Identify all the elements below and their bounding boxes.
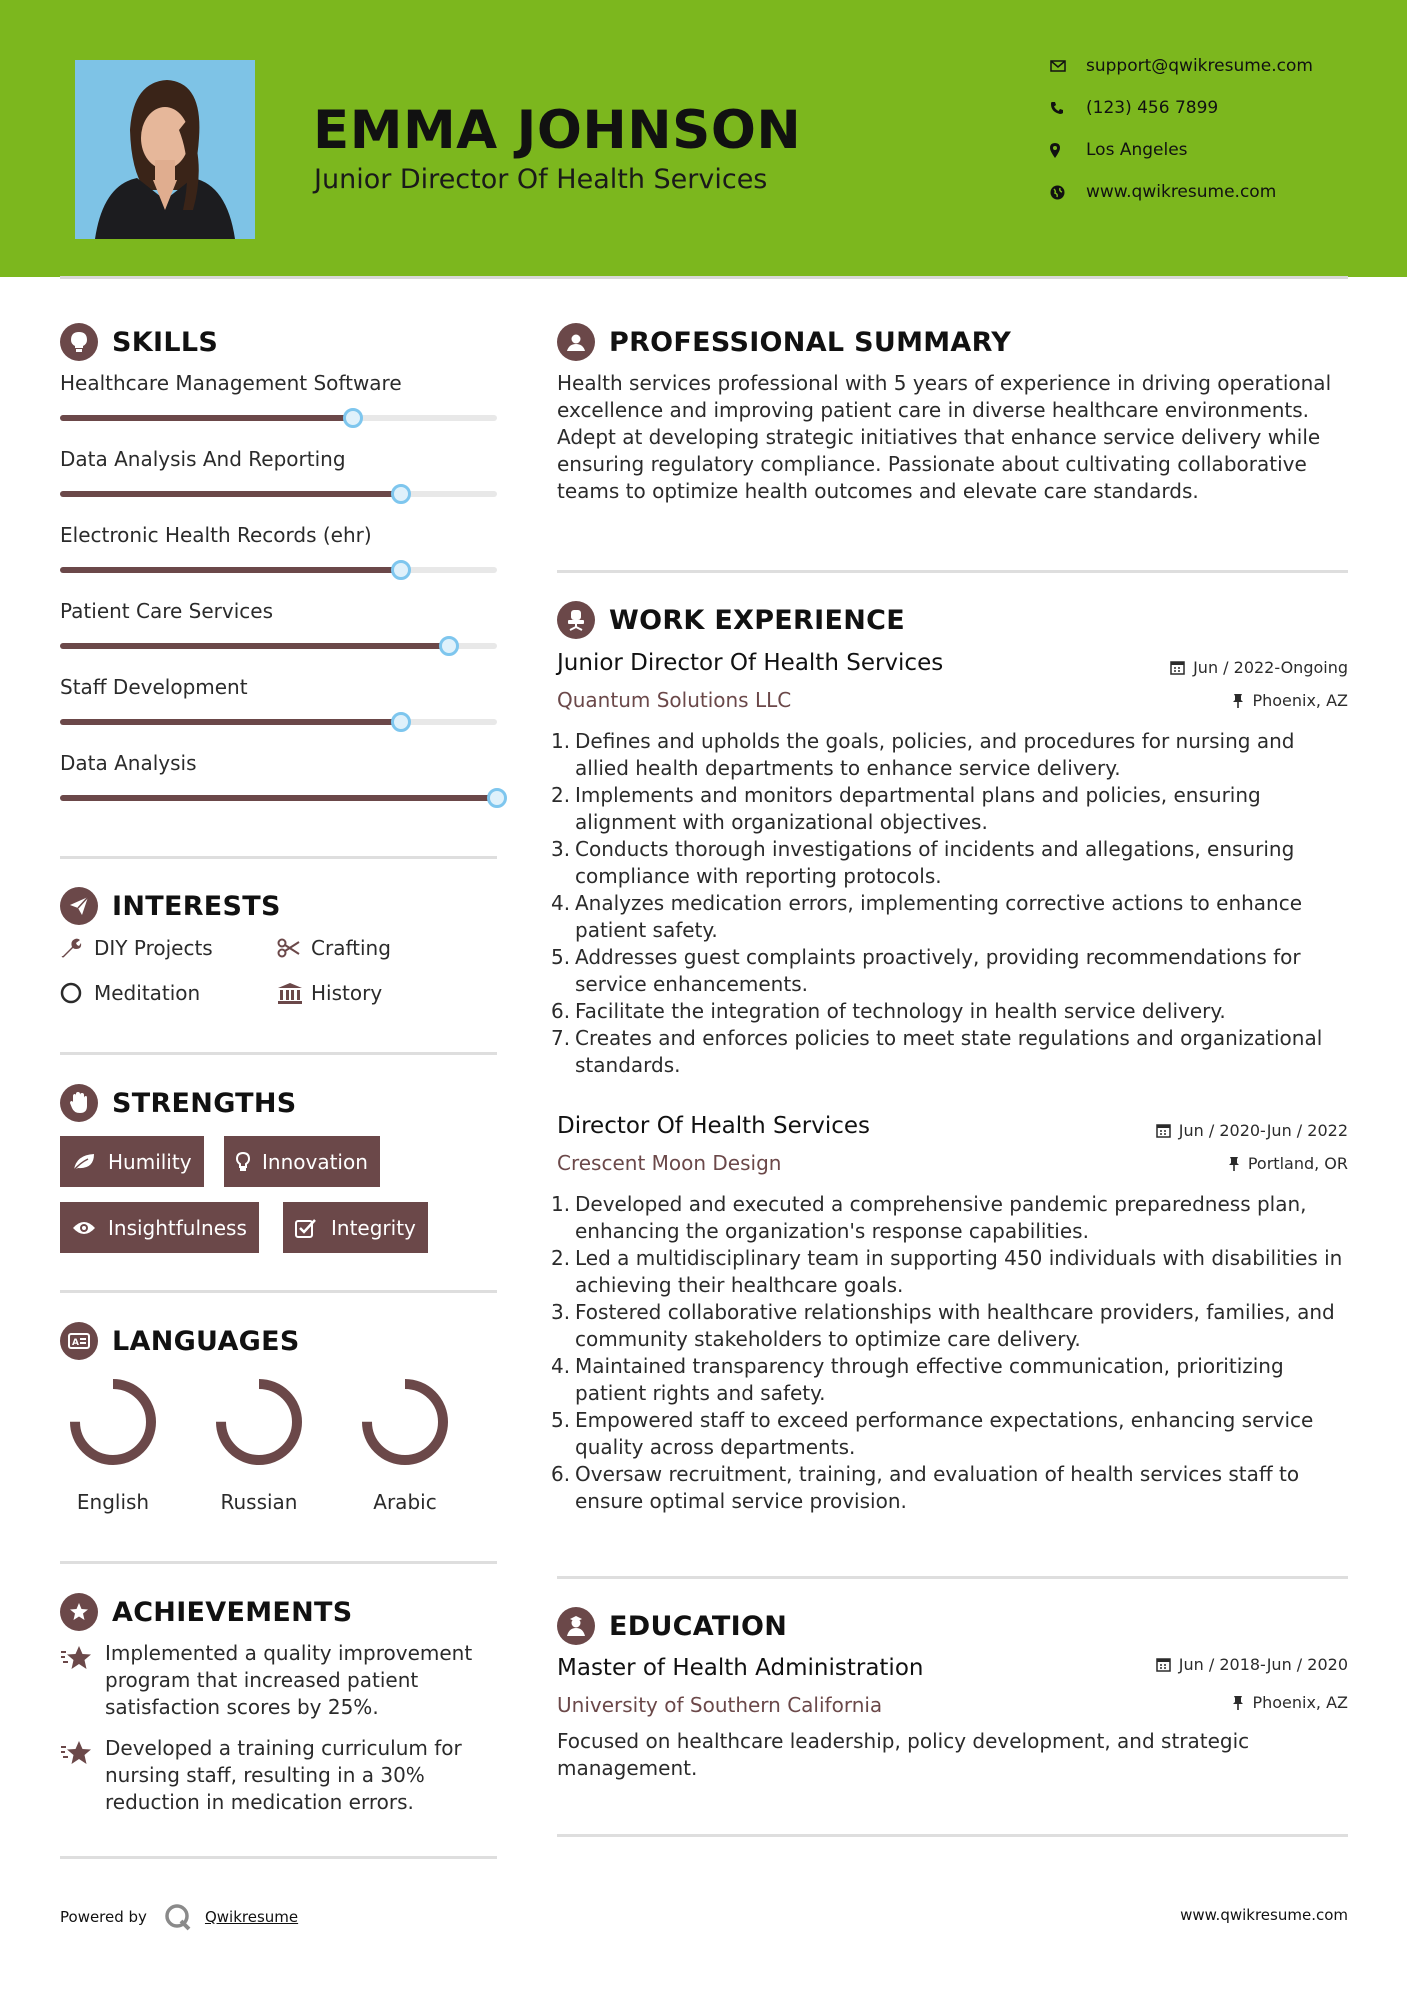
job-bullet: 1. Developed and executed a comprehensive pandemic preparedness plan, enhancing the organization's response capabilities. [551,1192,1307,1243]
skill-name: Electronic Health Records (ehr) [60,523,372,547]
job-dates: Jun / 2022-Ongoing [1170,658,1348,677]
skill-bar-fill [60,567,401,573]
contact-phone[interactable] [1050,98,1218,118]
footer-powered-by: Powered by Qwikresume [60,1902,298,1932]
section-divider [60,1561,497,1564]
job-bullet: 1. Defines and upholds the goals, policies, and procedures for nursing and allied health departments to enhance service delivery. [551,729,1295,780]
graduate-icon [557,1607,595,1645]
experience-heading: WORK EXPERIENCE [557,601,905,639]
pushpin-icon [1228,1156,1240,1171]
job-bullet: 2. Led a multidisciplinary team in supporting 450 individuals with disabilities in achieving their healthcare goals. [551,1246,1343,1297]
interests-heading: INTERESTS [60,887,281,925]
wrench-icon [60,937,94,959]
hand-icon [60,1084,98,1122]
job-company: Quantum Solutions LLC [557,688,792,712]
skill-level-knob [391,560,411,580]
qwikresume-logo-icon [163,1902,193,1932]
contact-phone-text: (123) 456 7899 [1086,98,1219,118]
chair-icon [557,601,595,639]
qwikresume-link[interactable]: Qwikresume [204,1908,299,1926]
globe-icon [1050,185,1086,200]
job-location: Portland, OR [1228,1154,1348,1173]
job-title: Director Of Health Services [557,1113,871,1139]
contact-website[interactable] [1050,182,1276,202]
skill-name: Data Analysis And Reporting [60,447,346,471]
language-name: English [76,1490,150,1514]
candidate-name: EMMA JOHNSON [313,100,802,161]
skill-name: Data Analysis [60,751,197,775]
job-bullet-list [551,728,1347,1079]
summary-text: Health services professional with 5 years of experience in driving operational excellence and improving patient care in diverse healthcare environments. Adept at developing strategic initiatives that enhance service delivery while ensuring regulatory compliance. Passionate about cultivating collaborative teams to optimize health outcomes and elevate care standards. [557,371,1332,503]
star-icon [60,1735,105,1816]
job-bullet: 6. Oversaw recruitment, training, and evaluation of health services staff to ensure optimal service provision. [551,1462,1300,1513]
lightbulb-icon [60,323,98,361]
language-name: Russian [220,1490,298,1514]
contact-email-text: support@qwikresume.com [1086,56,1313,76]
scissors-icon [277,938,311,958]
strength-tag: Insightfulness [60,1202,259,1253]
skill-bar [60,491,497,497]
language-level-ring [209,1372,309,1472]
user-icon [557,323,595,361]
section-divider [557,1834,1348,1837]
degree-title: Master of Health Administration [557,1655,924,1681]
eye-icon [72,1220,108,1236]
skill-bar-fill [60,491,401,497]
job-title: Junior Director Of Health Services [557,650,944,676]
language-card-icon [60,1322,98,1360]
leaf-icon [72,1153,108,1171]
skill-level-knob [439,636,459,656]
skill-bar [60,719,497,725]
skill-bar-fill [60,795,497,801]
job-bullet: 4. Analyzes medication errors, implementing corrective actions to enhance patient safety. [551,891,1303,942]
strength-tag: Integrity [283,1202,428,1253]
skill-bar [60,643,497,649]
calendar-icon [1156,1123,1171,1138]
skill-name: Staff Development [60,675,248,699]
skill-level-knob [343,408,363,428]
paper-plane-icon [60,887,98,925]
envelope-icon [1050,60,1086,72]
skill-bar [60,567,497,573]
checkbox-icon [295,1218,331,1238]
calendar-icon [1170,660,1185,675]
achievement-item: Implemented a quality improvement program that increased patient satisfaction scores by 25%. [60,1640,500,1721]
skill-bar [60,415,497,421]
job-dates: Jun / 2020-Jun / 2022 [1156,1121,1348,1140]
circle-icon [60,982,94,1004]
job-bullet: 3. Fostered collaborative relationships with healthcare providers, families, and community stakeholders to optimize care delivery. [551,1300,1335,1351]
education-location: Phoenix, AZ [1232,1693,1348,1712]
skill-level-knob [391,484,411,504]
job-company: Crescent Moon Design [557,1151,782,1175]
job-bullet-list [551,1191,1347,1515]
section-divider [60,1052,497,1055]
achievement-item: Developed a training curriculum for nursing staff, resulting in a 30% reduction in medication errors. [60,1735,500,1816]
language-name: Arabic [373,1490,437,1514]
skills-heading: SKILLS [60,323,218,361]
interest-item: Crafting [277,936,391,960]
contact-location-text: Los Angeles [1086,140,1188,160]
svg-text:A: A [72,1338,80,1348]
job-location: Phoenix, AZ [1232,691,1348,710]
job-bullet: 2. Implements and monitors departmental plans and policies, ensuring alignment with organizational objectives. [551,783,1261,834]
section-divider [60,1290,497,1293]
calendar-icon [1156,1657,1171,1672]
star-icon [60,1640,105,1721]
strength-tag: Humility [60,1136,204,1187]
summary-heading: PROFESSIONAL SUMMARY [557,323,1011,361]
interest-item: DIY Projects [60,936,213,960]
strengths-heading: STRENGTHS [60,1084,297,1122]
lightbulb-icon [236,1152,262,1172]
skill-name: Patient Care Services [60,599,273,623]
skill-bar-fill [60,719,401,725]
education-dates: Jun / 2018-Jun / 2020 [1156,1655,1348,1674]
footer-website[interactable]: www.qwikresume.com [1180,1906,1348,1924]
job-bullet: 3. Conducts thorough investigations of incidents and allegations, ensuring compliance with reporting protocols. [551,837,1295,888]
education-text: Focused on healthcare leadership, policy development, and strategic management. [557,1729,1250,1780]
job-bullet: 5. Empowered staff to exceed performance expectations, enhancing service quality across departments. [551,1408,1314,1459]
skill-name: Healthcare Management Software [60,371,402,395]
pushpin-icon [1232,693,1244,708]
language-level-ring [355,1372,455,1472]
skill-level-knob [391,712,411,732]
section-divider [557,570,1348,573]
star-badge-icon [60,1593,98,1631]
header-divider [60,276,1348,279]
skill-level-knob [487,788,507,808]
language-level-arc [75,1384,151,1460]
job-bullet: 5. Addresses guest complaints proactively, providing recommendations for service enhancements. [551,945,1301,996]
candidate-title: Junior Director Of Health Services [314,164,768,195]
phone-icon [1050,101,1086,115]
pushpin-icon [1232,1695,1244,1710]
job-bullet: 4. Maintained transparency through effective communication, prioritizing patient rights and safety. [551,1354,1284,1405]
location-pin-icon [1050,143,1086,158]
resume-header [0,0,1407,277]
job-bullet: 6. Facilitate the integration of technology in health service delivery. [551,999,1226,1023]
education-heading: EDUCATION [557,1607,787,1645]
interest-item: Meditation [60,981,200,1005]
museum-icon [277,982,311,1004]
skill-bar-fill [60,415,353,421]
interest-item: History [277,981,382,1005]
achievements-heading: ACHIEVEMENTS [60,1593,353,1631]
skill-bar-fill [60,643,449,649]
section-divider [557,1576,1348,1579]
contact-website-text: www.qwikresume.com [1086,182,1277,202]
skill-bar [60,795,497,801]
language-level-ring [63,1372,163,1472]
contact-location [1050,140,1188,160]
contact-email[interactable] [1050,56,1313,76]
section-divider [60,1856,497,1859]
strength-tag: Innovation [224,1136,380,1187]
school-name: University of Southern California [557,1693,883,1717]
language-level-arc [221,1384,297,1460]
language-level-arc [367,1384,443,1460]
job-bullet: 7. Creates and enforces policies to meet state regulations and organizational standards. [551,1026,1323,1077]
section-divider [60,856,497,859]
profile-photo [75,60,255,239]
languages-heading: A LANGUAGES [60,1322,300,1360]
